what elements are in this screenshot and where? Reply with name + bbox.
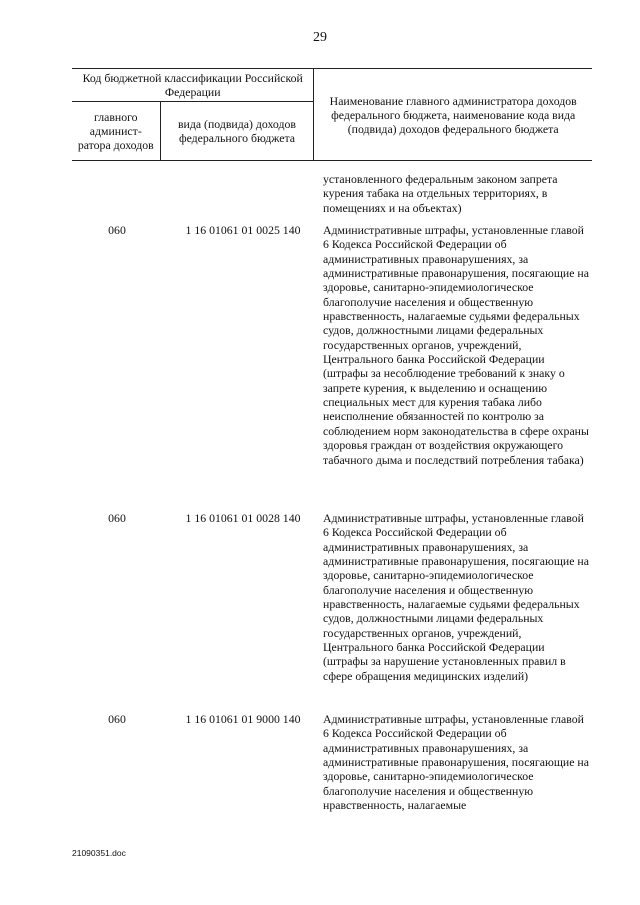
document-footer: 21090351.doc [72, 848, 126, 858]
admin-code: 060 [108, 511, 126, 525]
code-column-header: вида (подвида) доходов федерального бюджета [160, 102, 314, 161]
revenue-name: установленного федеральным законом запрета курения табака на отдельных территориях, в помещениях и на объектах) [323, 172, 558, 215]
bcc-group-header: Код бюджетной классификации Российской Федерации [72, 69, 314, 102]
revenue-code: 1 16 01061 01 9000 140 [185, 712, 301, 726]
admin-column-header: главного админист-ратора доходов [72, 102, 160, 161]
revenue-code: 1 16 01061 01 0028 140 [185, 511, 301, 525]
revenue-name: Административные штрафы, установленные главой 6 Кодекса Российской Федерации об административных правонарушениях, за административные правонарушения, посягающие на здоровье, санитарно-эпидемиологическое благополучие населения и общественную нравственность, налагаемые судьями федеральных судов, должностными лицами федеральных государственных органов, учреждений, Центрального банка Российской Федерации (штрафы за нарушение установленных правил в сфере обращения медицинских изделий) [323, 511, 589, 683]
admin-code: 060 [108, 223, 126, 237]
name-column-header: Наименование главного администратора доходов федерального бюджета, наименование кода вида (подвида) доходов федерального бюджета [314, 69, 592, 161]
admin-code: 060 [108, 712, 126, 726]
revenue-name: Административные штрафы, установленные главой 6 Кодекса Российской Федерации об административных правонарушениях, за административные правонарушения, посягающие на здоровье, санитарно-эпидемиологическое благополучие населения и общественную нравственность, налагаемые [323, 712, 589, 813]
page-number: 29 [313, 30, 327, 45]
revenue-code: 1 16 01061 01 0025 140 [185, 223, 301, 237]
table-header [72, 68, 592, 161]
revenue-name: Административные штрафы, установленные главой 6 Кодекса Российской Федерации об административных правонарушениях, за административные правонарушения, посягающие на здоровье, санитарно-эпидемиологическое благополучие населения и общественную нравственность, налагаемые судьями федеральных судов, должностными лицами федеральных государственных органов, учреждений, Центрального банка Российской Федерации (штрафы за несоблюдение требований к знаку о запрете курения, к выделению и оснащению специальных мест для курения табака либо неисполнение обязанностей по контролю за соблюдением норм законодательства в сфере охраны здоровья граждан от воздействия окружающего табачного дыма и последствий потребления табака) [323, 223, 589, 467]
